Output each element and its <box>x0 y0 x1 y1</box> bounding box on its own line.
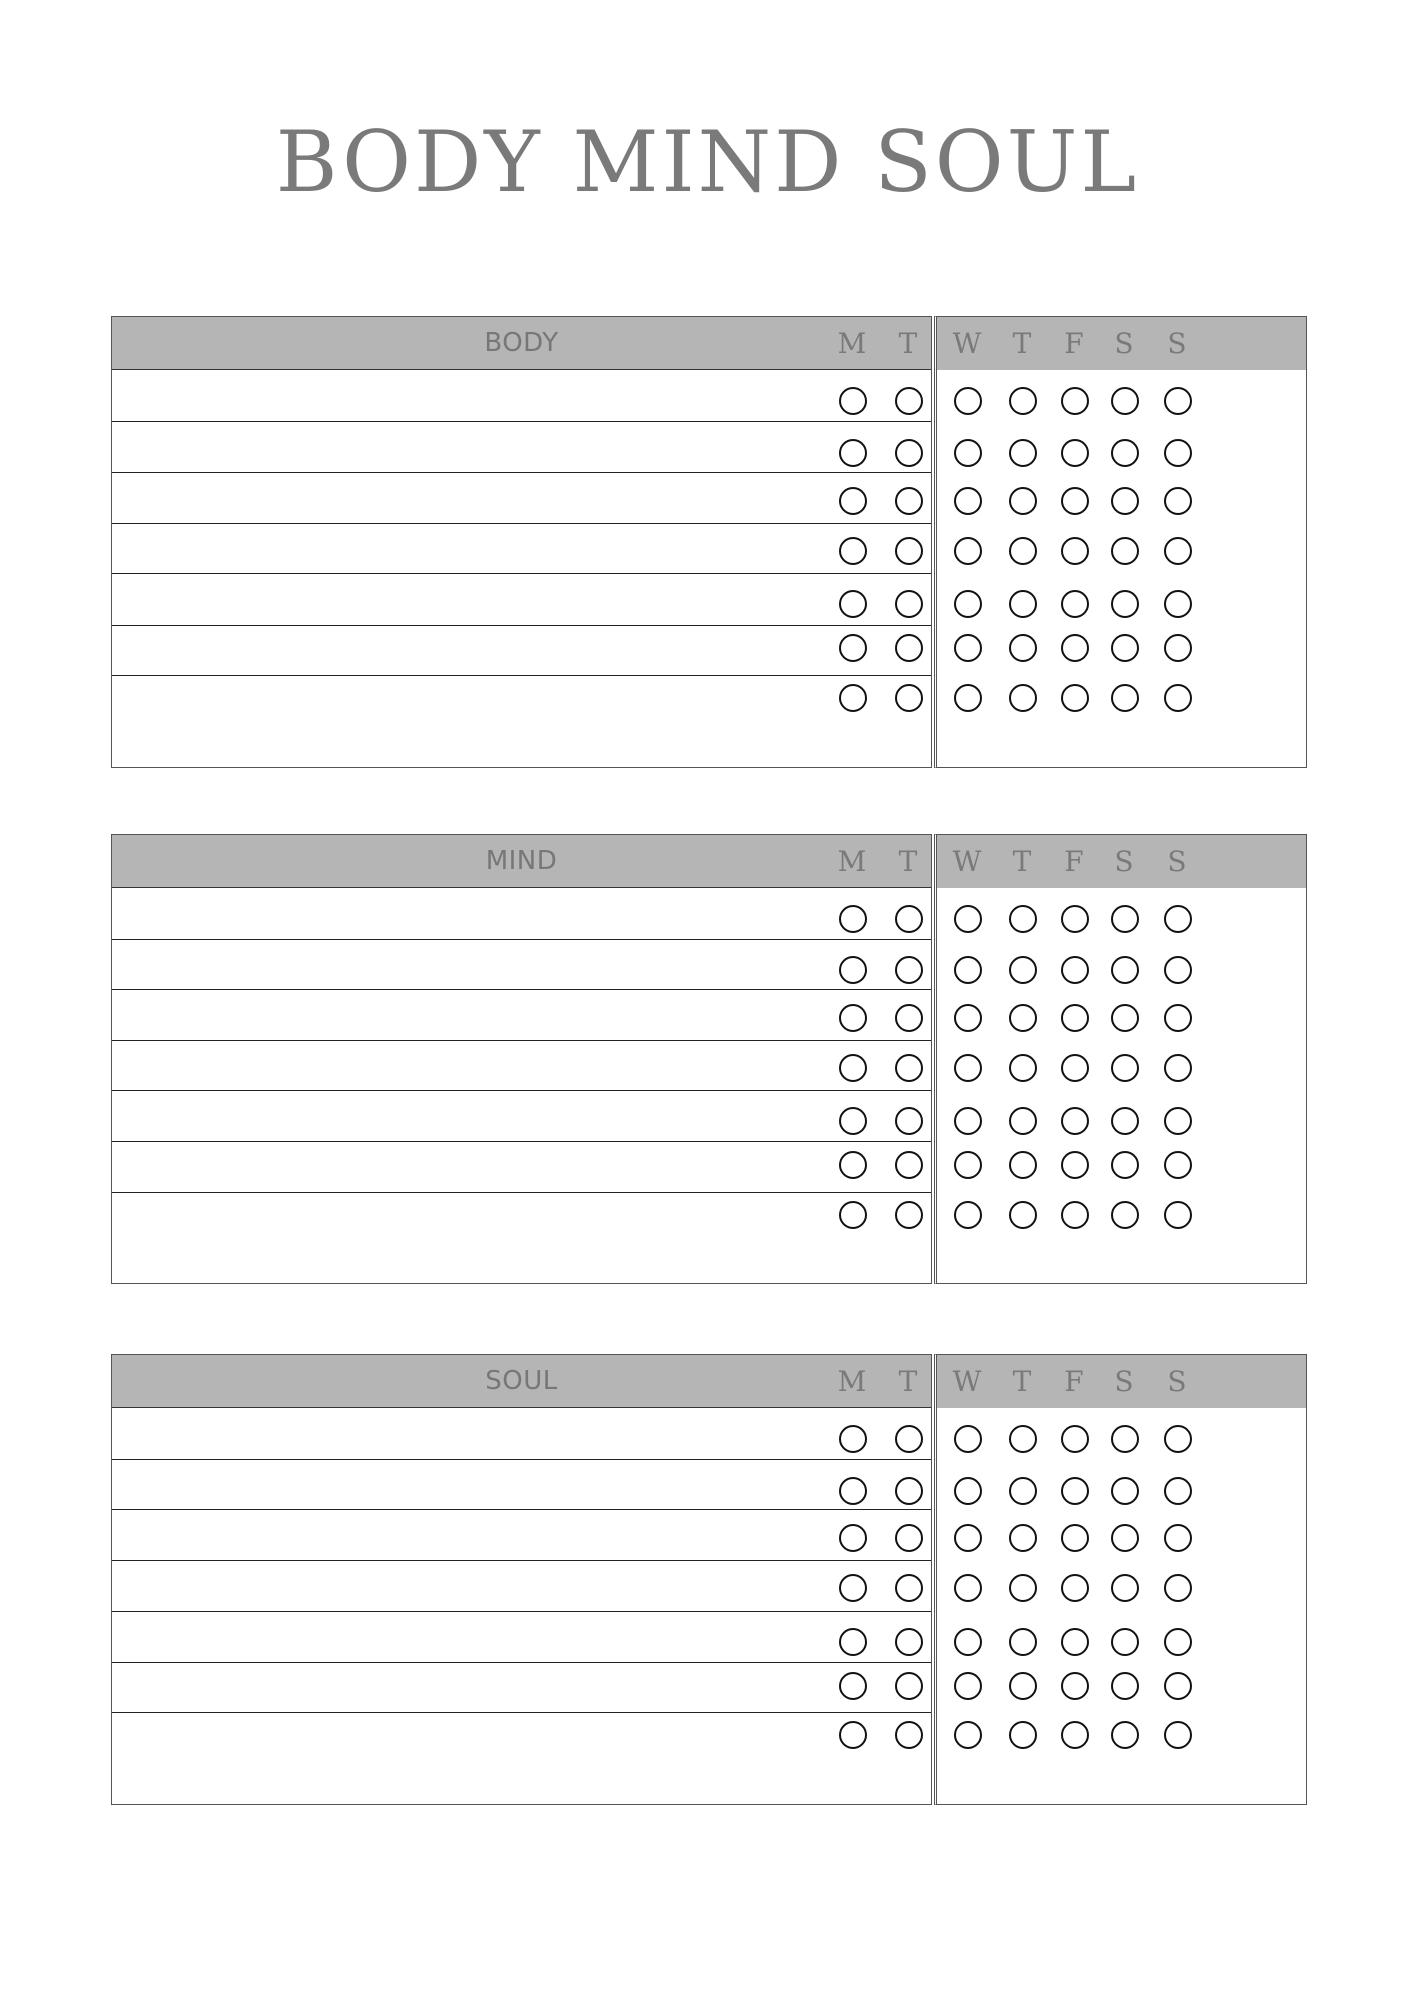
habit-checkbox-circle[interactable] <box>1061 634 1089 662</box>
habit-checkbox-circle[interactable] <box>839 1477 867 1505</box>
habit-checkbox-circle[interactable] <box>1009 1672 1037 1700</box>
habit-checkbox-circle[interactable] <box>954 439 982 467</box>
row-divider <box>112 1090 931 1091</box>
habit-checkbox-circle[interactable] <box>1164 684 1192 712</box>
row-divider <box>112 1192 931 1193</box>
section-header: MIND <box>112 835 931 888</box>
habit-checkbox-circle[interactable] <box>954 537 982 565</box>
habit-checkbox-circle[interactable] <box>954 905 982 933</box>
weekday-label: F <box>1064 1365 1084 1398</box>
habit-checkbox-circle[interactable] <box>1111 1107 1139 1135</box>
habit-checkbox-circle[interactable] <box>1111 1672 1139 1700</box>
habit-checkbox-circle[interactable] <box>954 1054 982 1082</box>
habit-checkbox-circle[interactable] <box>1164 1524 1192 1552</box>
habit-checkbox-circle[interactable] <box>954 487 982 515</box>
habit-checkbox-circle[interactable] <box>1061 1107 1089 1135</box>
habit-checkbox-circle[interactable] <box>895 1477 923 1505</box>
habit-checkbox-circle[interactable] <box>1009 537 1037 565</box>
habit-checkbox-circle[interactable] <box>1164 1721 1192 1749</box>
habit-checkbox-circle[interactable] <box>954 1672 982 1700</box>
habit-checkbox-circle[interactable] <box>1061 1477 1089 1505</box>
habit-checkbox-circle[interactable] <box>1111 1004 1139 1032</box>
habit-checkbox-circle[interactable] <box>1009 1004 1037 1032</box>
row-divider <box>112 1560 931 1561</box>
row-divider <box>112 1141 931 1142</box>
habit-checkbox-circle[interactable] <box>1061 1201 1089 1229</box>
habit-checkbox-circle[interactable] <box>1061 537 1089 565</box>
row-divider <box>112 421 931 422</box>
habit-checkbox-circle[interactable] <box>839 1425 867 1453</box>
habit-checkbox-circle[interactable] <box>1009 1425 1037 1453</box>
weekday-label: T <box>1012 845 1032 878</box>
habit-checkbox-circle[interactable] <box>1061 487 1089 515</box>
habit-checkbox-circle[interactable] <box>895 1201 923 1229</box>
weekday-label: S <box>1167 1365 1187 1398</box>
habit-checkbox-circle[interactable] <box>1111 1477 1139 1505</box>
weekday-label: M <box>837 845 867 878</box>
habit-checkbox-circle[interactable] <box>954 590 982 618</box>
habit-checkbox-circle[interactable] <box>839 1574 867 1602</box>
row-divider <box>112 1712 931 1713</box>
habit-section-mind <box>111 834 1307 1284</box>
habit-checkbox-circle[interactable] <box>1061 1721 1089 1749</box>
habit-checkbox-circle[interactable] <box>1164 439 1192 467</box>
habit-checkbox-circle[interactable] <box>1061 956 1089 984</box>
habit-checkbox-circle[interactable] <box>1111 1574 1139 1602</box>
habit-entry-row[interactable] <box>122 1044 921 1086</box>
row-divider <box>112 939 931 940</box>
habit-checkbox-circle[interactable] <box>1111 1054 1139 1082</box>
habit-checkbox-circle[interactable] <box>1061 387 1089 415</box>
habit-checkbox-circle[interactable] <box>1164 1054 1192 1082</box>
habit-checkbox-circle[interactable] <box>1111 1201 1139 1229</box>
habit-checkbox-circle[interactable] <box>839 1054 867 1082</box>
habit-checkbox-circle[interactable] <box>954 684 982 712</box>
habit-checkbox-circle[interactable] <box>1009 1721 1037 1749</box>
habit-checkbox-circle[interactable] <box>895 1054 923 1082</box>
habit-checkbox-circle[interactable] <box>1164 634 1192 662</box>
habit-checkbox-circle[interactable] <box>839 684 867 712</box>
habit-checkbox-circle[interactable] <box>1111 634 1139 662</box>
habit-checkbox-circle[interactable] <box>1009 487 1037 515</box>
section-header: BODY <box>112 317 931 370</box>
habit-checkbox-circle[interactable] <box>1009 439 1037 467</box>
habit-entry-row[interactable] <box>122 892 921 935</box>
habit-checkbox-circle[interactable] <box>1009 1201 1037 1229</box>
section-header: SOUL <box>112 1355 931 1408</box>
habit-checkbox-circle[interactable] <box>1164 905 1192 933</box>
row-divider <box>112 1611 931 1612</box>
habit-checkbox-circle[interactable] <box>1111 537 1139 565</box>
habit-checkbox-circle[interactable] <box>1061 439 1089 467</box>
habit-checkbox-circle[interactable] <box>839 1151 867 1179</box>
weekday-header <box>837 317 1306 370</box>
habit-entry-row[interactable] <box>122 679 921 765</box>
habit-entry-row[interactable] <box>122 629 921 672</box>
habit-checkbox-circle[interactable] <box>895 684 923 712</box>
habit-checkbox-circle[interactable] <box>1111 487 1139 515</box>
row-divider <box>112 625 931 626</box>
weekday-label: F <box>1064 845 1084 878</box>
habit-checkbox-circle[interactable] <box>1061 1054 1089 1082</box>
habit-checkbox-circle[interactable] <box>1061 1524 1089 1552</box>
weekday-tracker <box>837 834 1307 1284</box>
habit-checkbox-circle[interactable] <box>954 387 982 415</box>
habit-checkbox-circle[interactable] <box>895 1574 923 1602</box>
habit-checkbox-circle[interactable] <box>1164 1107 1192 1135</box>
row-divider <box>112 573 931 574</box>
habit-checkbox-circle[interactable] <box>895 1004 923 1032</box>
habit-checkbox-circle[interactable] <box>1061 684 1089 712</box>
habit-checkbox-circle[interactable] <box>1164 1477 1192 1505</box>
habit-checkbox-circle[interactable] <box>1061 1574 1089 1602</box>
habit-checkbox-circle[interactable] <box>1009 1054 1037 1082</box>
habit-checkbox-circle[interactable] <box>1009 1524 1037 1552</box>
habit-checkbox-circle[interactable] <box>1009 590 1037 618</box>
habit-checkbox-circle[interactable] <box>1009 1628 1037 1656</box>
weekday-label: T <box>898 1365 918 1398</box>
habit-checkbox-circle[interactable] <box>954 1201 982 1229</box>
weekday-label: F <box>1064 327 1084 360</box>
weekday-label: W <box>952 845 982 878</box>
habit-entry-row[interactable] <box>122 577 921 620</box>
habit-entry-row[interactable] <box>122 374 921 417</box>
weekday-label: T <box>1012 1365 1032 1398</box>
habit-checkbox-circle[interactable] <box>1164 1201 1192 1229</box>
row-divider <box>112 472 931 473</box>
weekday-label: M <box>837 1365 867 1398</box>
weekday-label: M <box>837 327 867 360</box>
habit-entry-row[interactable] <box>122 1615 921 1658</box>
habit-checkbox-circle[interactable] <box>1164 1574 1192 1602</box>
habit-checkbox-circle[interactable] <box>1164 1004 1192 1032</box>
weekday-label: W <box>952 1365 982 1398</box>
habit-checkbox-circle[interactable] <box>1111 1721 1139 1749</box>
habit-checkbox-circle[interactable] <box>1009 1107 1037 1135</box>
weekday-label: S <box>1114 327 1134 360</box>
habit-checkbox-circle[interactable] <box>895 487 923 515</box>
habit-checkbox-circle[interactable] <box>954 1004 982 1032</box>
row-divider <box>112 1459 931 1460</box>
habit-checkbox-circle[interactable] <box>954 1425 982 1453</box>
habit-entry-row[interactable] <box>122 993 921 1036</box>
habit-checkbox-circle[interactable] <box>954 956 982 984</box>
habit-checkbox-circle[interactable] <box>839 1672 867 1700</box>
habit-checkbox-circle[interactable] <box>895 1151 923 1179</box>
habit-checkbox-circle[interactable] <box>1009 1151 1037 1179</box>
habit-checkbox-circle[interactable] <box>1164 387 1192 415</box>
habit-checkbox-circle[interactable] <box>1009 387 1037 415</box>
habit-checkbox-circle[interactable] <box>1009 905 1037 933</box>
habit-checkbox-circle[interactable] <box>1164 1151 1192 1179</box>
weekday-label: S <box>1167 845 1187 878</box>
habit-entry-row[interactable] <box>122 1666 921 1709</box>
habit-checkbox-circle[interactable] <box>895 537 923 565</box>
row-divider <box>112 1662 931 1663</box>
weekday-header <box>837 1355 1306 1408</box>
habit-checkbox-circle[interactable] <box>1061 1628 1089 1656</box>
habit-checkbox-circle[interactable] <box>895 1425 923 1453</box>
habit-checkbox-circle[interactable] <box>1111 387 1139 415</box>
habit-checkbox-circle[interactable] <box>954 1574 982 1602</box>
habit-entry-row[interactable] <box>122 1564 921 1607</box>
habit-checkbox-circle[interactable] <box>1111 1628 1139 1656</box>
habit-list <box>111 834 932 1284</box>
habit-checkbox-circle[interactable] <box>839 439 867 467</box>
habit-checkbox-circle[interactable] <box>954 1721 982 1749</box>
habit-checkbox-circle[interactable] <box>895 1628 923 1656</box>
habit-checkbox-circle[interactable] <box>839 537 867 565</box>
habit-checkbox-circle[interactable] <box>1009 956 1037 984</box>
habit-entry-row[interactable] <box>122 1716 921 1802</box>
habit-checkbox-circle[interactable] <box>1111 590 1139 618</box>
habit-checkbox-circle[interactable] <box>895 439 923 467</box>
habit-checkbox-circle[interactable] <box>954 1524 982 1552</box>
habit-checkbox-circle[interactable] <box>1164 487 1192 515</box>
habit-checkbox-circle[interactable] <box>1111 905 1139 933</box>
habit-checkbox-circle[interactable] <box>1061 905 1089 933</box>
row-divider <box>112 1509 931 1510</box>
habit-checkbox-circle[interactable] <box>839 1201 867 1229</box>
habit-checkbox-circle[interactable] <box>895 905 923 933</box>
habit-checkbox-circle[interactable] <box>1164 1672 1192 1700</box>
habit-checkbox-circle[interactable] <box>1009 684 1037 712</box>
weekday-label: S <box>1167 327 1187 360</box>
habit-entry-row[interactable] <box>122 1513 921 1556</box>
habit-checkbox-circle[interactable] <box>895 1672 923 1700</box>
habit-checkbox-circle[interactable] <box>1111 684 1139 712</box>
habit-checkbox-circle[interactable] <box>839 387 867 415</box>
habit-checkbox-circle[interactable] <box>1111 439 1139 467</box>
habit-list <box>111 1354 932 1805</box>
habit-checkbox-circle[interactable] <box>954 634 982 662</box>
habit-checkbox-circle[interactable] <box>1061 1004 1089 1032</box>
habit-checkbox-circle[interactable] <box>839 1004 867 1032</box>
weekday-label: S <box>1114 1365 1134 1398</box>
habit-checkbox-circle[interactable] <box>1061 1672 1089 1700</box>
habit-checkbox-circle[interactable] <box>1061 590 1089 618</box>
habit-entry-row[interactable] <box>122 1094 921 1137</box>
habit-entry-row[interactable] <box>122 1412 921 1455</box>
habit-checkbox-circle[interactable] <box>1164 1425 1192 1453</box>
weekday-header <box>837 835 1306 888</box>
row-divider <box>112 989 931 990</box>
habit-entry-row[interactable] <box>122 527 921 570</box>
habit-entry-row[interactable] <box>122 425 921 468</box>
habit-checkbox-circle[interactable] <box>954 1628 982 1656</box>
weekday-label: S <box>1114 845 1134 878</box>
weekday-tracker <box>837 316 1307 768</box>
habit-entry-row[interactable] <box>122 1463 921 1506</box>
habit-checkbox-circle[interactable] <box>1111 956 1139 984</box>
weekday-label: T <box>1012 327 1032 360</box>
weekday-label: T <box>898 845 918 878</box>
row-divider <box>112 523 931 524</box>
habit-checkbox-circle[interactable] <box>1009 634 1037 662</box>
habit-checkbox-circle[interactable] <box>895 387 923 415</box>
habit-entry-row[interactable] <box>122 476 921 519</box>
row-divider <box>112 675 931 676</box>
habit-checkbox-circle[interactable] <box>1061 1425 1089 1453</box>
habit-checkbox-circle[interactable] <box>1111 1524 1139 1552</box>
habit-checkbox-circle[interactable] <box>1111 1425 1139 1453</box>
habit-entry-row[interactable] <box>122 943 921 985</box>
habit-list <box>111 316 932 768</box>
habit-checkbox-circle[interactable] <box>954 1151 982 1179</box>
habit-checkbox-circle[interactable] <box>1061 1151 1089 1179</box>
habit-checkbox-circle[interactable] <box>1111 1151 1139 1179</box>
habit-checkbox-circle[interactable] <box>1164 590 1192 618</box>
habit-checkbox-circle[interactable] <box>954 1477 982 1505</box>
habit-section-soul <box>111 1354 1307 1805</box>
habit-entry-row[interactable] <box>122 1196 921 1281</box>
habit-checkbox-circle[interactable] <box>839 487 867 515</box>
habit-checkbox-circle[interactable] <box>1164 1628 1192 1656</box>
habit-checkbox-circle[interactable] <box>1164 956 1192 984</box>
habit-checkbox-circle[interactable] <box>839 905 867 933</box>
row-divider <box>112 1040 931 1041</box>
habit-checkbox-circle[interactable] <box>1164 537 1192 565</box>
weekday-tracker <box>837 1354 1307 1805</box>
habit-checkbox-circle[interactable] <box>1009 1574 1037 1602</box>
habit-entry-row[interactable] <box>122 1145 921 1187</box>
habit-checkbox-circle[interactable] <box>1009 1477 1037 1505</box>
weekday-label: W <box>952 327 982 360</box>
weekday-label: T <box>898 327 918 360</box>
habit-checkbox-circle[interactable] <box>954 1107 982 1135</box>
habit-checkbox-circle[interactable] <box>839 1628 867 1656</box>
habit-section-body <box>111 316 1307 768</box>
page-title: BODY MIND SOUL <box>275 113 1140 211</box>
